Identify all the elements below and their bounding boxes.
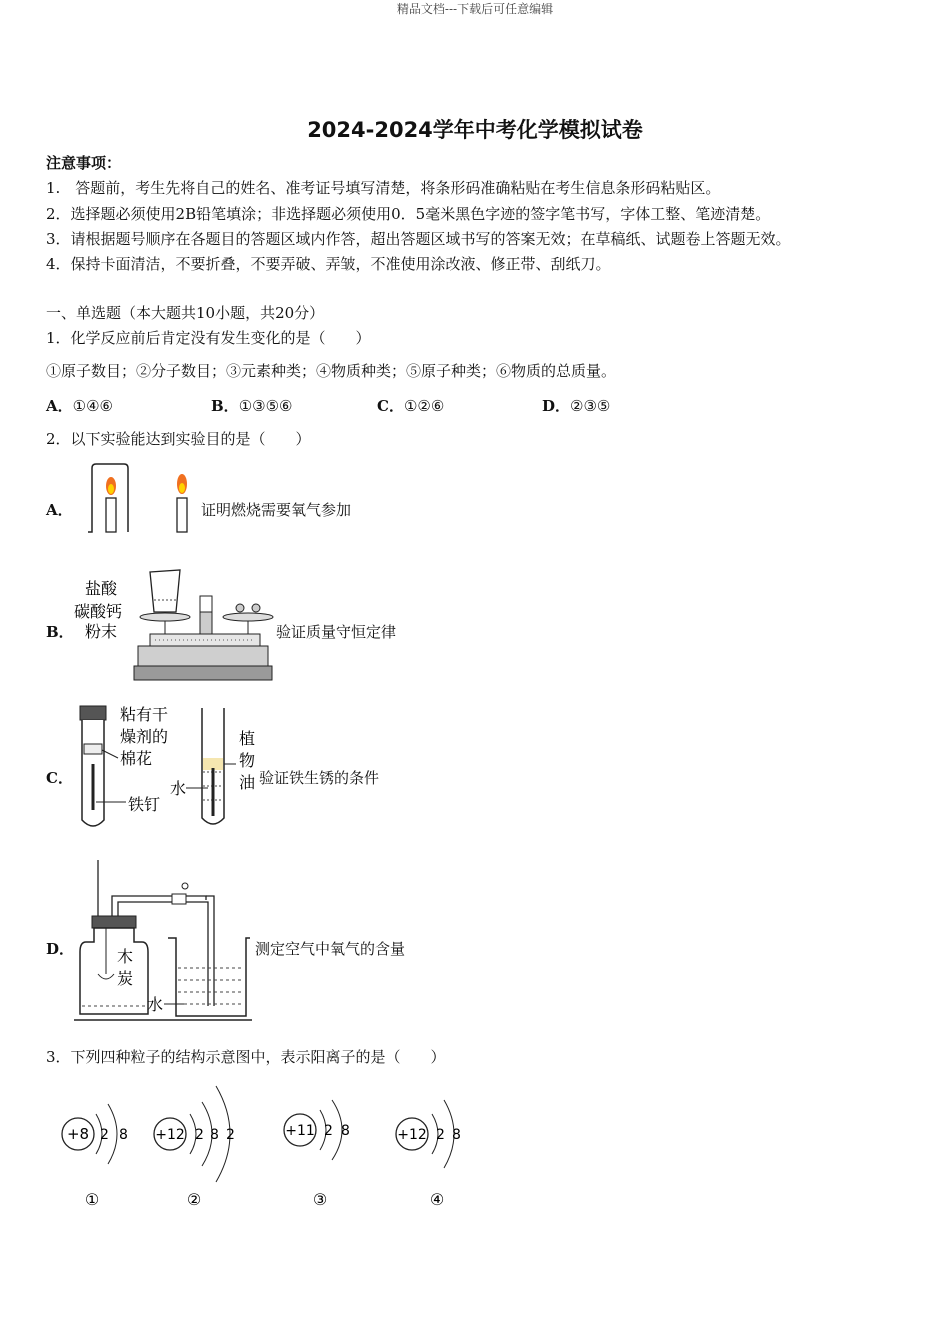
fig-label-water: 水 bbox=[147, 995, 164, 1014]
fig-label-charcoal-2: 炭 bbox=[117, 969, 134, 988]
fig-label-calcium-carbonate: 碳酸钙 bbox=[74, 602, 123, 621]
iron-rust-figure bbox=[76, 702, 258, 832]
nucleus-charge: +12 bbox=[397, 1127, 427, 1143]
option-label: B． bbox=[211, 397, 239, 415]
q2-option-c-label[interactable]: C． bbox=[46, 769, 73, 787]
oxygen-measure-figure bbox=[72, 856, 254, 1026]
page-title: 2024-2024学年中考化学模拟试卷 bbox=[307, 118, 643, 142]
option-label: C． bbox=[377, 397, 404, 415]
nucleus-charge: +12 bbox=[155, 1127, 185, 1143]
shell-electrons: 2 bbox=[324, 1123, 333, 1139]
option-text: ①④⑥ bbox=[72, 397, 113, 415]
q2-stem: 2．以下实验能达到实验目的是（ ） bbox=[46, 430, 311, 448]
fig-label-oil-1: 植 bbox=[239, 729, 256, 748]
shell-electrons: 8 bbox=[341, 1123, 350, 1139]
shell-electrons: 8 bbox=[210, 1127, 219, 1143]
notice-item-1: 1. 答题前，考生先将自己的姓名、准考证号填写清楚，将条形码准确粘贴在考生信息条形码粘贴区。 bbox=[46, 179, 721, 197]
notice-item-4: 4．保持卡面清洁，不要折叠，不要弄破、弄皱，不准使用涂改液、修正带、刮纸刀。 bbox=[46, 255, 611, 273]
q2-option-b-text: 验证质量守恒定律 bbox=[276, 623, 397, 641]
q1-stem: 1．化学反应前后肯定没有发生变化的是（ ） bbox=[46, 329, 371, 347]
notice-item-3: 3．请根据题号顺序在各题目的答题区域内作答，超出答题区域书写的答案无效；在草稿纸、试题卷上答题无效。 bbox=[46, 230, 791, 248]
option-text: ②③⑤ bbox=[570, 397, 611, 415]
fig-label-cotton-3: 棉花 bbox=[120, 749, 153, 768]
q2-option-c-text: 验证铁生锈的条件 bbox=[259, 769, 380, 787]
fig-label-charcoal-1: 木 bbox=[117, 947, 134, 966]
particle-4 bbox=[396, 1100, 461, 1209]
shell-electrons: 2 bbox=[226, 1127, 235, 1143]
q1-option-a[interactable] bbox=[46, 395, 113, 416]
nucleus-charge: +8 bbox=[66, 1125, 90, 1143]
q2-option-a-label[interactable]: A． bbox=[46, 501, 73, 519]
q3-stem: 3．下列四种粒子的结构示意图中，表示阳离子的是（ ） bbox=[46, 1048, 446, 1066]
shell-electrons: 2 bbox=[100, 1127, 109, 1143]
fig-label-cotton-2: 燥剂的 bbox=[120, 727, 169, 746]
particle-number: ② bbox=[186, 1190, 202, 1209]
particle-3 bbox=[284, 1100, 350, 1209]
balance-figure bbox=[74, 562, 275, 687]
section-heading: 一、单选题（本大题共10小题，共20分） bbox=[46, 304, 325, 322]
option-text: ①③⑤⑥ bbox=[238, 397, 293, 415]
particle-2 bbox=[154, 1086, 235, 1209]
shell-electrons: 8 bbox=[452, 1127, 461, 1143]
q2-option-b-label[interactable]: B． bbox=[46, 623, 74, 641]
fig-label-iron-nail: 铁钉 bbox=[128, 795, 161, 814]
particle-number: ① bbox=[84, 1190, 100, 1209]
page-header: 精品文档---下载后可任意编辑 bbox=[396, 2, 554, 16]
notice-heading: 注意事项： bbox=[46, 154, 122, 172]
q1-list: ①原子数目；②分子数目；③元素种类；④物质种类；⑤原子种类；⑥物质的总质量。 bbox=[46, 362, 617, 380]
shell-electrons: 8 bbox=[119, 1127, 128, 1143]
q1-option-c[interactable] bbox=[377, 395, 444, 416]
fig-label-cotton-1: 粘有干 bbox=[120, 705, 169, 724]
option-label: D． bbox=[542, 397, 571, 415]
q2-option-a-text: 证明燃烧需要氧气参加 bbox=[201, 501, 352, 519]
fig-label-oil-2: 物 bbox=[239, 751, 256, 770]
fig-label-powder: 粉末 bbox=[85, 622, 118, 641]
q1-option-b[interactable] bbox=[211, 395, 292, 416]
option-text: ①②⑥ bbox=[403, 397, 445, 415]
particle-number: ④ bbox=[429, 1190, 445, 1209]
notice-item-2: 2．选择题必须使用2B铅笔填涂；非选择题必须使用0．5毫米黑色字迹的签字笔书写，字体工整、笔迹清楚。 bbox=[46, 205, 771, 223]
particle-number: ③ bbox=[312, 1190, 328, 1209]
option-label: A． bbox=[46, 397, 73, 415]
fig-label-water: 水 bbox=[170, 779, 187, 798]
q2-option-d-text: 测定空气中氧气的含量 bbox=[255, 940, 406, 958]
shell-electrons: 2 bbox=[436, 1127, 445, 1143]
fig-label-oil-3: 油 bbox=[239, 773, 256, 792]
q2-option-d-label[interactable]: D． bbox=[46, 940, 75, 958]
nucleus-charge: +11 bbox=[285, 1123, 315, 1139]
fig-label-hydrochloric-acid: 盐酸 bbox=[85, 579, 118, 598]
shell-electrons: 2 bbox=[195, 1127, 204, 1143]
particle-1 bbox=[62, 1104, 128, 1209]
q1-option-d[interactable] bbox=[542, 395, 610, 416]
particle-diagrams bbox=[56, 1080, 476, 1215]
candle-jar-figure bbox=[80, 460, 200, 540]
